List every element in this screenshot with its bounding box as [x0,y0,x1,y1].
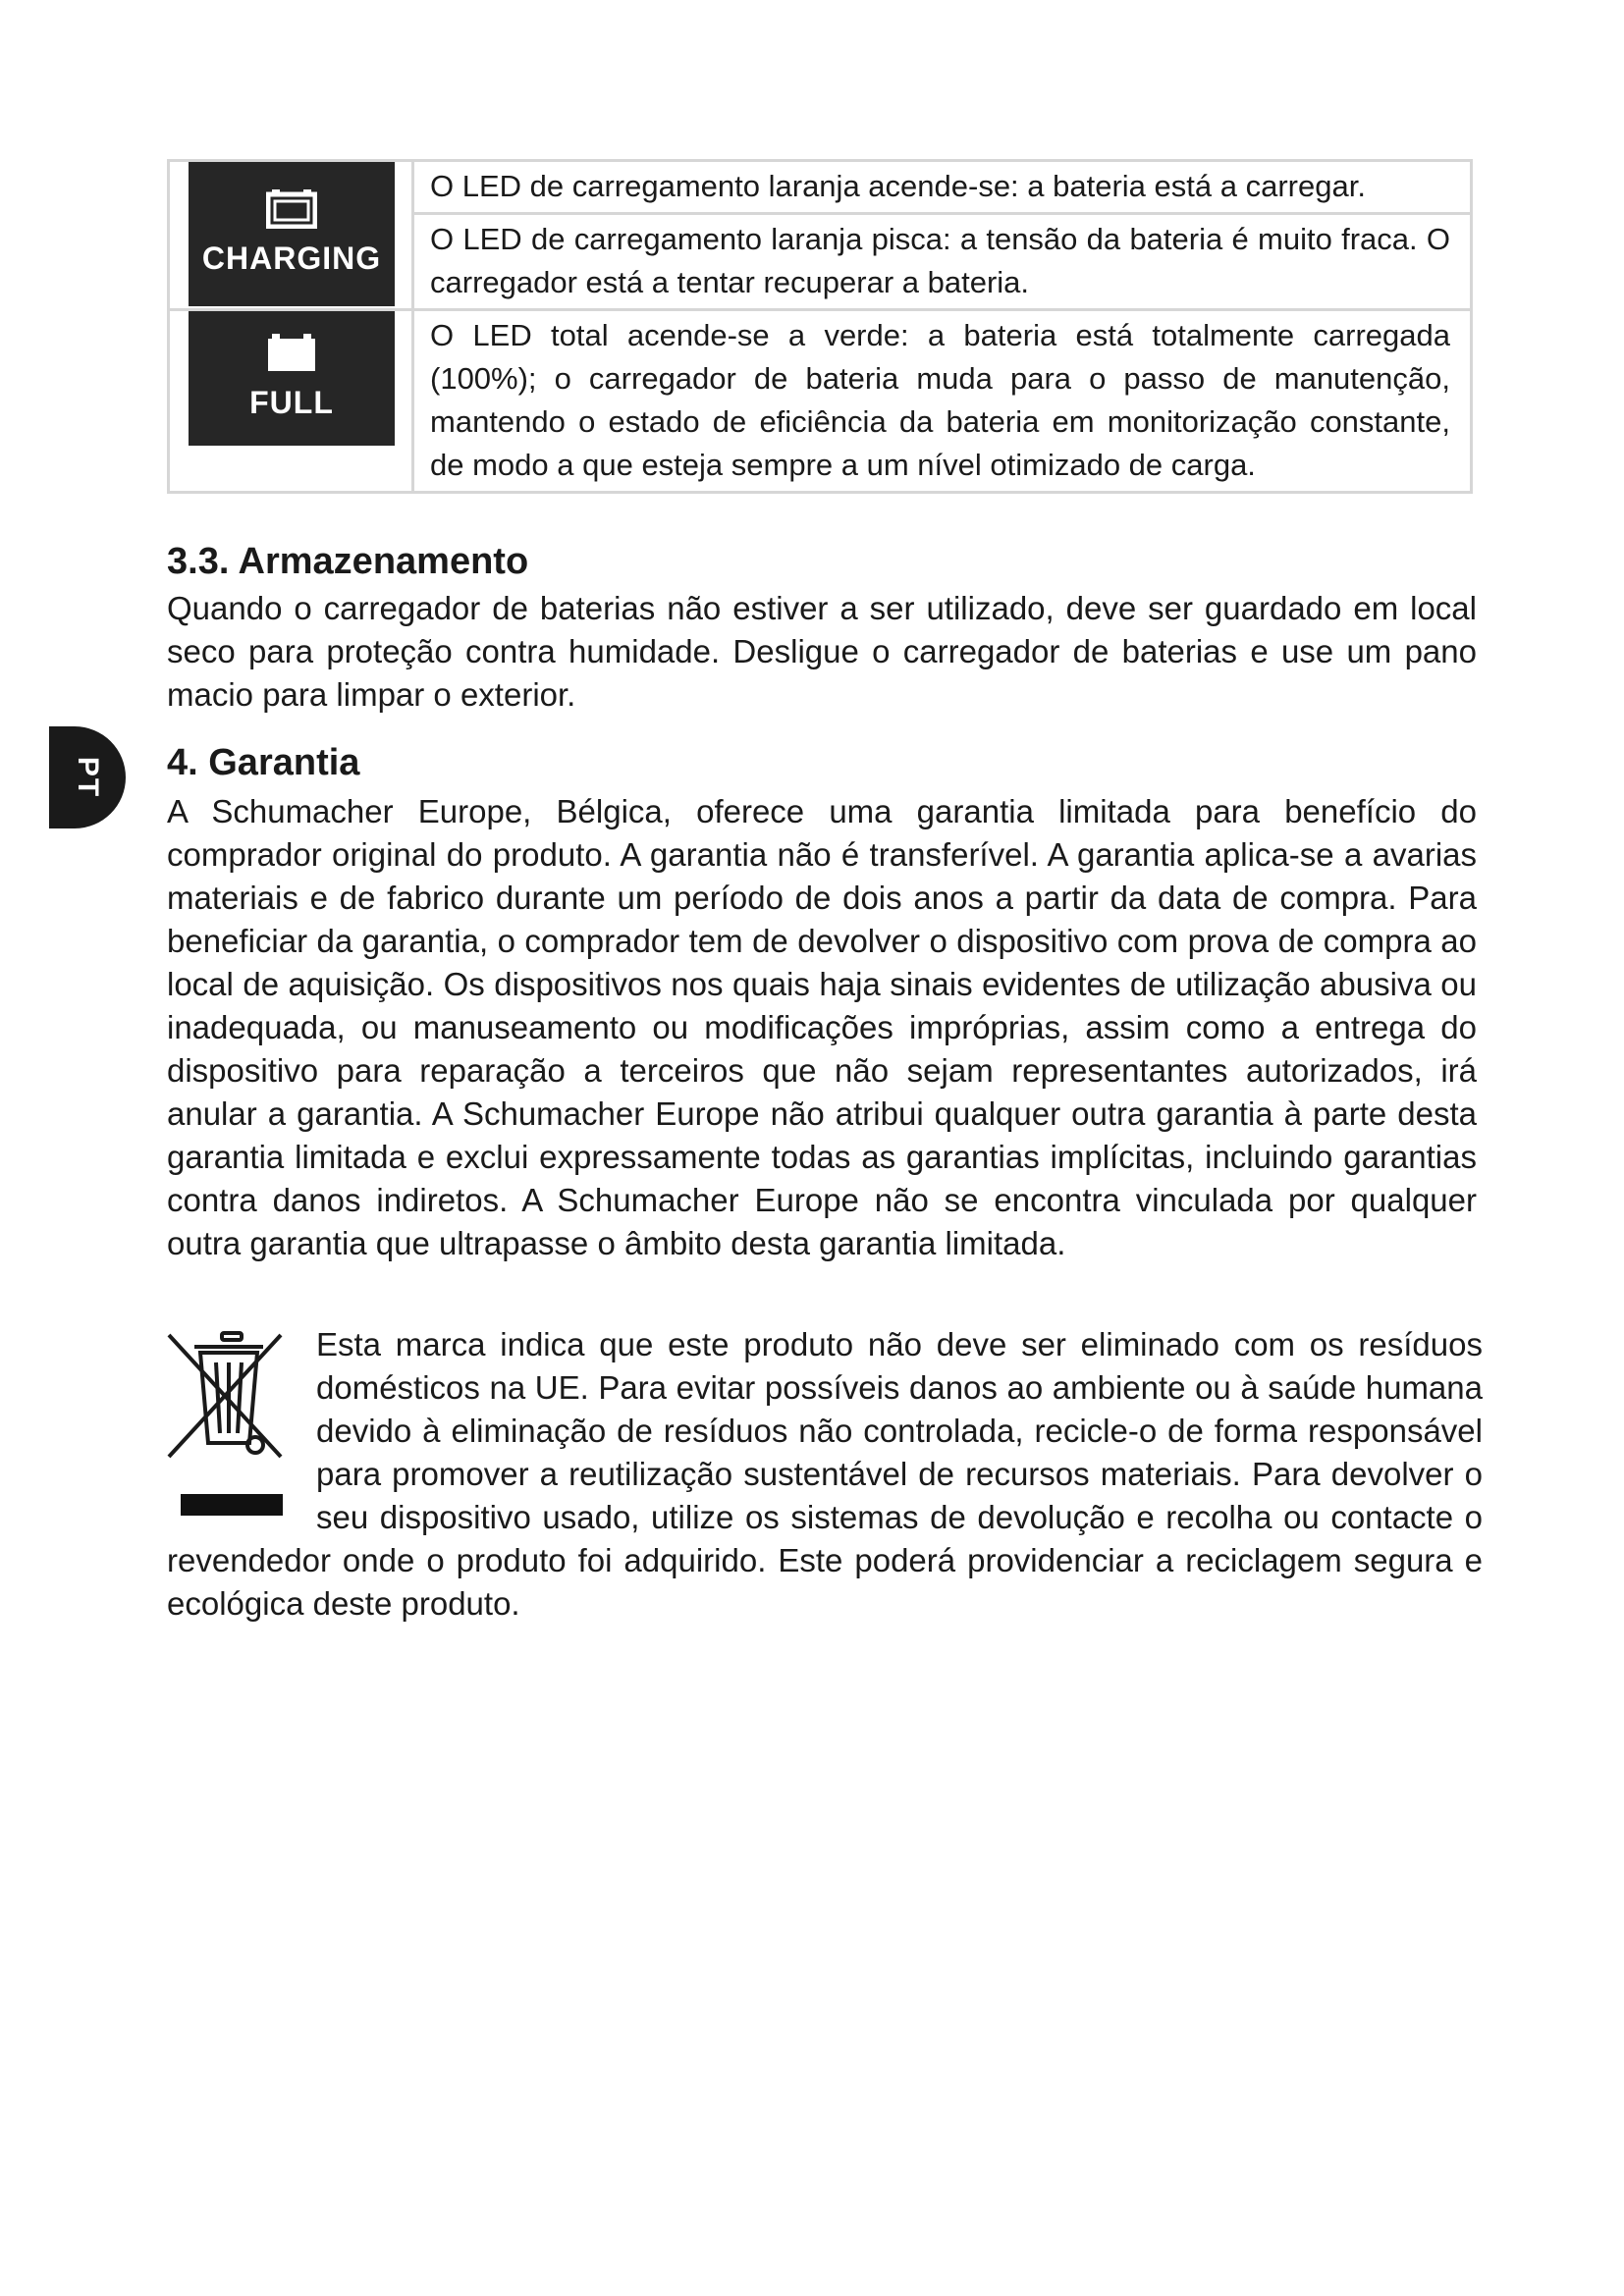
table-row [169,310,1472,493]
full-label: FULL [249,384,334,420]
language-tab-label: PT [72,756,104,799]
storage-heading: 3.3. Armazenamento [167,541,529,582]
battery-full-icon [266,334,317,373]
weee-notice [167,1323,1483,1626]
charging-icon-cell [169,161,413,310]
storage-text: Quando o carregador de baterias não estiver a ser utilizado, deve ser guardado em local seco para proteção contra humidade. Desligue o carregador de baterias e use um pano macio para limpar o exterior. [167,590,1477,713]
battery-charging-icon [266,189,317,229]
charging-badge [189,162,395,306]
weee-text: Esta marca indica que este produto não deve ser eliminado com os resíduos domésticos na UE. Para evitar possíveis danos ao ambiente ou à saúde humana devido à eliminação de resíduos não controlada, recicle-o de forma responsável para promover a reutilização sustentável de recursos materiais. Para devolver o seu dispositivo usado, utilize os sistemas de devolução e recolha ou contacte o revendedor onde o produto foi adquirido. Este poderá providenciar a reciclagem segura e ecológica deste produto. [167,1326,1483,1622]
charging-label: CHARGING [201,240,382,276]
warranty-text: A Schumacher Europe, Bélgica, oferece uma garantia limitada para benefício do comprador original do produto. A garantia não é transferível. A garantia aplica-se a avarias materiais e de fabrico durante um período de dois anos a partir da data de compra. Para beneficiar da garantia, o comprador tem de devolver o dispositivo com prova de compra ao local de aquisição. Os dispositivos nos quais haja sinais evidentes de utilização abusiva ou inadequada, ou manuseamento ou modificações impróprias, assim como a entrega do dispositivo para reparação a terceiros que não sejam representantes autorizados, irá anular a garantia. A Schumacher Europe não atribui qualquer outra garantia à parte desta garantia limitada e exclui expressamente todas as garantias implícitas, incluindo garantias contra danos indiretos. A Schumacher Europe não se encontra vinculada por qualquer outra garantia que ultrapasse o âmbito desta garantia limitada. [167,793,1477,1261]
language-tab [49,726,126,828]
table-row [169,161,1472,214]
led-status-table [167,159,1473,494]
storage-section [167,540,1477,717]
full-on-description: O LED total acende-se a verde: a bateria está totalmente carregada (100%); o carregador de bateria muda para o passo de manutenção, mantendo o estado de eficiência da bateria em monitorização constante, de modo a que esteja sempre a um nível otimizado de carga. [413,310,1472,493]
full-icon-cell [169,310,413,493]
charging-blink-description: O LED de carregamento laranja pisca: a tensão da bateria é muito fraca. O carregador está a tentar recuperar a bateria. [413,214,1472,310]
warranty-section [167,741,1477,1265]
weee-icon-spacer [167,1323,316,1531]
warranty-heading: 4. Garantia [167,742,360,783]
full-badge [189,311,395,446]
charging-on-description: O LED de carregamento laranja acende-se: a bateria está a carregar. [413,161,1472,214]
